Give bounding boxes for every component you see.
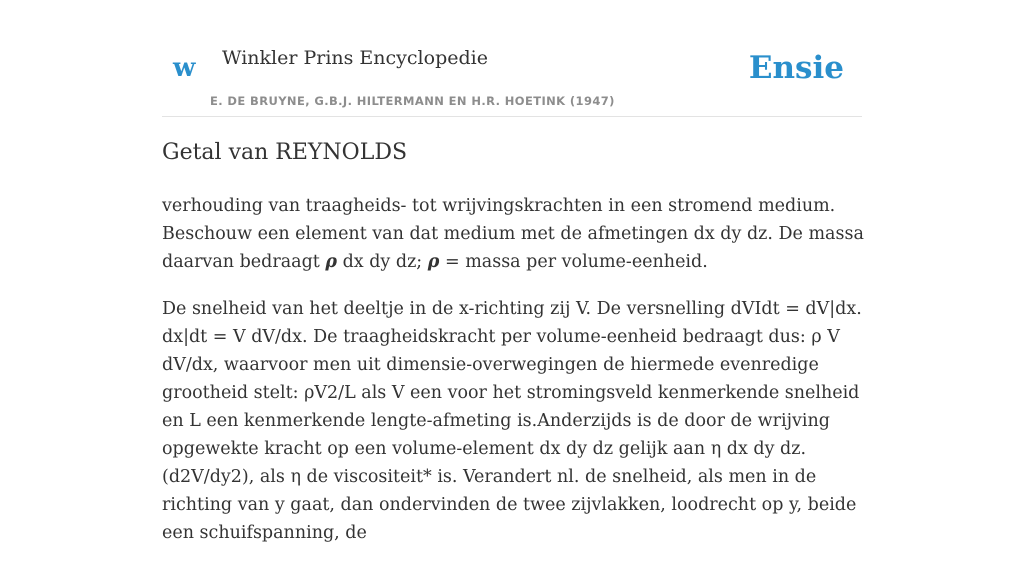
site-title[interactable]: Winkler Prins Encyclopedie (222, 47, 488, 69)
paragraph-1 (162, 192, 867, 276)
paragraph-1-text-a: verhouding van traagheids- tot wrijvingskrachten in een stromend medium. Beschouw een element van dat medium met de afmetingen dx dy dz. De massa daarvan bedraagt (162, 196, 864, 272)
paragraph-2: De snelheid van het deeltje in de x-richting zij V. De versnelling dVIdt = dV|dx. dx|dt = V dV/dx. De traagheidskracht per volume-eenheid bedraagt dus: ρ V dV/dx, waarvoor men uit dimensie-overwegingen de hiermede evenredige grootheid stelt: ρV2/L als V een voor het stromingsveld kenmerkende snelheid en L een kenmerkende lengte-afmeting is.Anderzijds is de door de wrijving opgewekte kracht op een volume-element dx dy dz gelijk aan η dx dy dz.(d2V/dy2), als η de viscositeit* is. Verandert nl. de snelheid, als men in de richting van y gaat, dan ondervinden de twee zijvlakken, loodrecht op y, beide een schuifspanning, de (162, 299, 862, 543)
rho-symbol: ρ (325, 252, 338, 272)
site-header (162, 40, 862, 117)
article-title: Getal van REYNOLDS (162, 140, 408, 165)
ensie-logo[interactable]: Ensie (748, 50, 844, 86)
paragraph-1-text-b: dx dy dz; (337, 252, 428, 272)
rho-symbol: ρ (427, 252, 440, 272)
winkler-prins-logo[interactable]: w (173, 53, 196, 83)
authors-credit: E. DE BRUYNE, G.B.J. HILTERMANN EN H.R. HOETINK (1947) (210, 94, 615, 108)
article-body (162, 192, 867, 566)
paragraph-1-text-c: = massa per volume-eenheid. (439, 252, 708, 272)
